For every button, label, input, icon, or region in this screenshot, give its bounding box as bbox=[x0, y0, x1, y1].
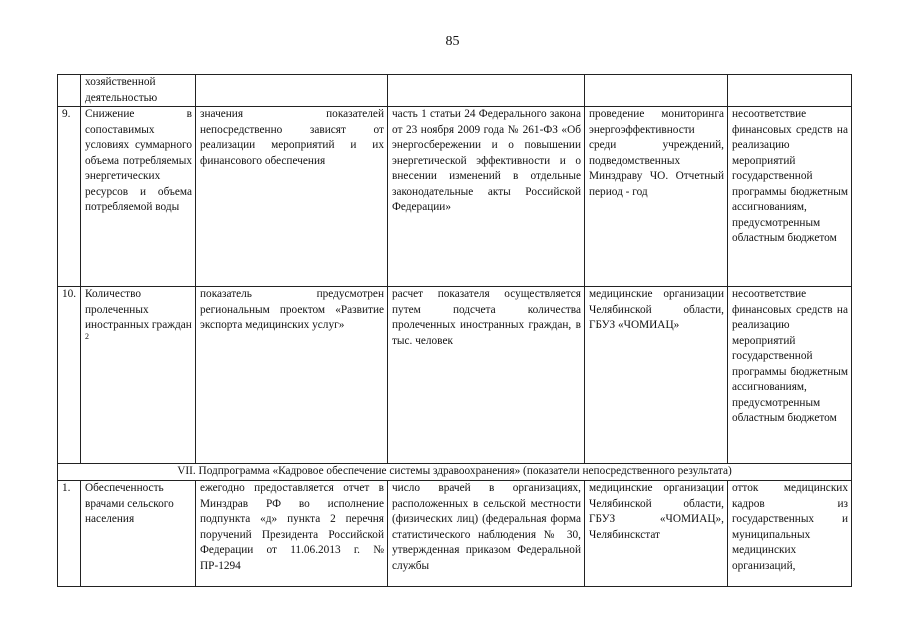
cell-source: медицинские организации Челябинской области, ГБУЗ «ЧОМИАЦ», Челябинскстат bbox=[585, 481, 728, 587]
cell-indicator-name bbox=[81, 287, 196, 464]
cell-risk: несоответствие финансовых средств на реализацию мероприятий государственной программы бюджетным ассигнованиям, предусмотренным областным бюджетом bbox=[728, 287, 852, 464]
cell-method: часть 1 статьи 24 Федерального закона от 23 ноября 2009 года № 261-ФЗ «Об энергосбережении и о повышении энергетической эффективности и о внесении изменений в отдельные законодательные акты Российской Федерации» bbox=[388, 107, 585, 287]
cell-number: 10. bbox=[58, 287, 81, 464]
section-header-row bbox=[58, 464, 852, 481]
table-row-9 bbox=[58, 107, 852, 287]
cell-indicator-name: хозяйственной деятельностью bbox=[81, 75, 196, 107]
cell-risk bbox=[728, 75, 852, 107]
cell-number bbox=[58, 75, 81, 107]
cell-number: 1. bbox=[58, 481, 81, 587]
cell-source: медицинские организации Челябинской области, ГБУЗ «ЧОМИАЦ» bbox=[585, 287, 728, 464]
cell-justification: значения показателей непосредственно зависят от реализации мероприятий и их финансового обеспечения bbox=[196, 107, 388, 287]
table-row-1 bbox=[58, 481, 852, 587]
table-row-10 bbox=[58, 287, 852, 464]
cell-method: расчет показателя осуществляется путем подсчета количества пролеченных иностранных граждан, в тыс. человек bbox=[388, 287, 585, 464]
section-title: VII. Подпрограмма «Кадровое обеспечение системы здравоохранения» (показатели непосредственного результата) bbox=[58, 464, 852, 481]
indicator-text: Количество пролеченных иностранных граждан bbox=[85, 288, 192, 331]
cell-source bbox=[585, 75, 728, 107]
cell-justification: ежегодно предоставляется отчет в Минздрав РФ во исполнение подпункта «д» пункта 2 перечня поручений Президента Российской Федерации от 11.06.2013 г. № ПР-1294 bbox=[196, 481, 388, 587]
page-number: 85 bbox=[445, 34, 460, 49]
cell-method: число врачей в организациях, расположенных в сельской местности (физических лиц) (федеральная форма статистического наблюдения № 30, утвержденная приказом Федеральной службы bbox=[388, 481, 585, 587]
period-text: Отчетный период - год bbox=[589, 170, 724, 198]
table-row-continuation bbox=[58, 75, 852, 107]
cell-source bbox=[585, 107, 728, 287]
footnote-mark: 2 bbox=[85, 331, 89, 341]
indicators-table bbox=[57, 74, 852, 587]
source-text: проведение мониторинга энергоэффективности среди учреждений, подведомственных Минздраву ЧО. bbox=[589, 108, 724, 182]
cell-indicator-name: Обеспеченность врачами сельского населения bbox=[81, 481, 196, 587]
cell-risk: отток медицинских кадров из государственных и муниципальных медицинских организаций, bbox=[728, 481, 852, 587]
cell-indicator-name: Снижение в сопоставимых условиях суммарного объема потребляемых энергетических ресурсов и объема потребляемой воды bbox=[81, 107, 196, 287]
cell-number: 9. bbox=[58, 107, 81, 287]
cell-justification bbox=[196, 75, 388, 107]
cell-method bbox=[388, 75, 585, 107]
cell-justification: показатель предусмотрен региональным проектом «Развитие экспорта медицинских услуг» bbox=[196, 287, 388, 464]
cell-risk: несоответствие финансовых средств на реализацию мероприятий государственной программы бюджетным ассигнованиям, предусмотренным областным бюджетом bbox=[728, 107, 852, 287]
